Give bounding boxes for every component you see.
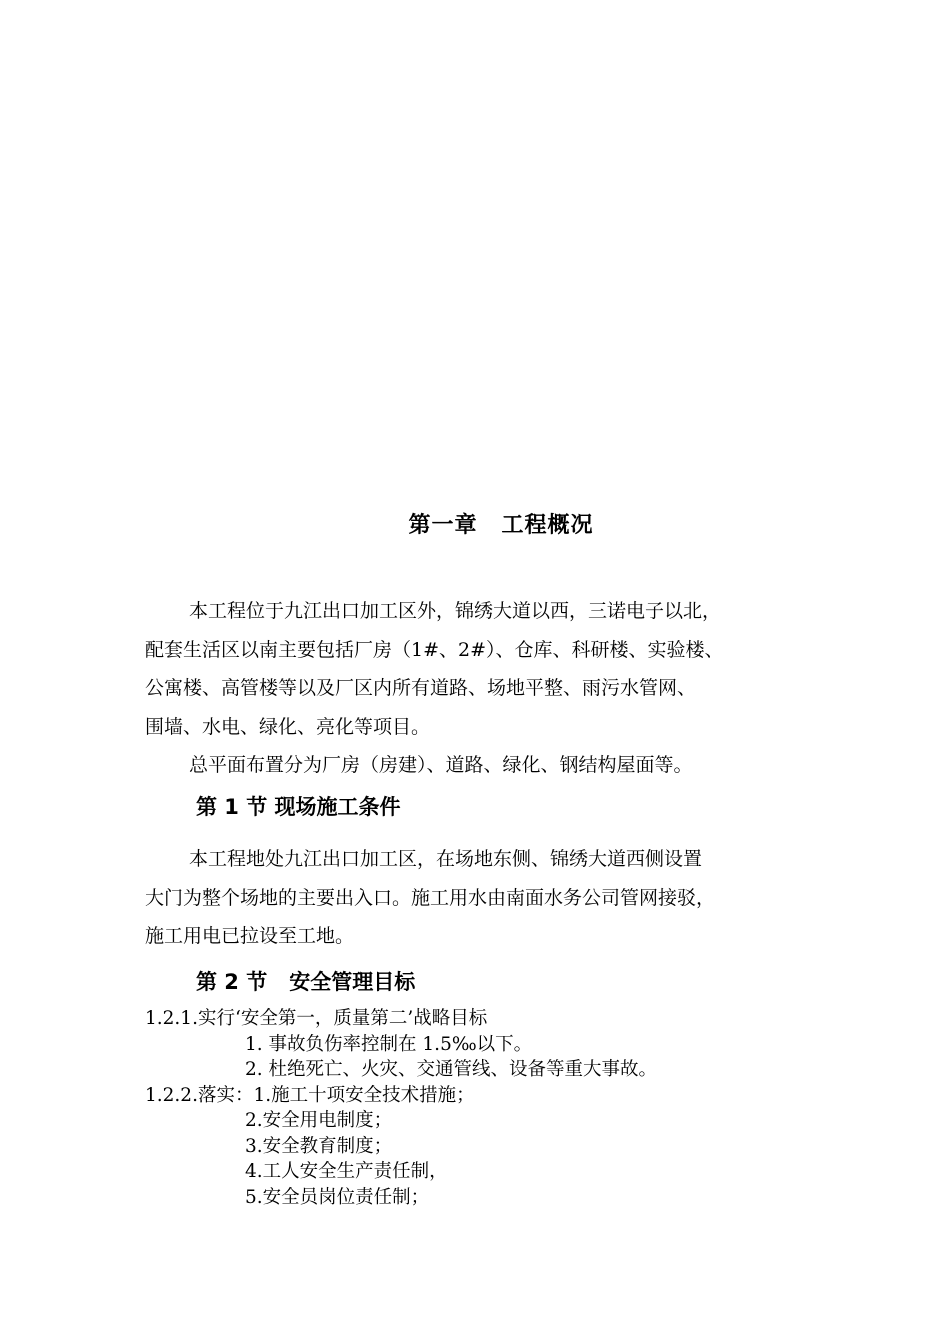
list-item: 1.2.1.实行‘安全第一，质量第二’战略目标 [145,1008,488,1029]
list-item: 1. 事故负伤率控制在 1.5‰以下。 [245,1033,533,1055]
chapter-title: 工程概况 [501,513,594,538]
chapter-heading [0,508,950,539]
site-conditions-line: 大门为整个场地的主要出入口。施工用水由南面水务公司管网接驳， [145,886,716,909]
list-item: 5.安全员岗位责任制； [245,1186,430,1208]
list-item: 2. 杜绝死亡、火灾、交通管线、设备等重大事故。 [245,1059,658,1080]
list-item: 3.安全教育制度； [245,1135,393,1157]
section2-title: 安全管理目标 [289,970,416,994]
section2-label: 第 2 节 [196,970,268,994]
list-item: 4.工人安全生产责任制， [245,1161,448,1182]
overview-line: 公寓楼、高管楼等以及厂区内所有道路、场地平整、雨污水管网、 [145,677,697,699]
layout-paragraph: 总平面布置分为厂房（房建）、道路、绿化、钢结构屋面等。 [189,754,693,776]
chapter-label: 第一章 [408,513,478,538]
section1-heading: 第 1 节 现场施工条件 [196,795,401,819]
list-item: 1.2.2.落实：1.施工十项安全技术措施； [145,1084,475,1106]
list-item: 2.安全用电制度； [245,1110,393,1131]
section2-heading [196,966,415,996]
site-conditions-line: 施工用电已拉设至工地。 [145,925,355,947]
overview-paragraph [145,592,825,785]
site-conditions-paragraph [145,840,825,956]
overview-line: 围墙、水电、绿化、亮化等项目。 [145,715,431,738]
site-conditions-line: 本工程地处九江出口加工区，在场地东侧、锦绣大道西侧设置 [189,848,703,870]
safety-goals-list [145,1006,657,1210]
overview-line: 本工程位于九江出口加工区外，锦绣大道以西，三诺电子以北， [189,600,722,622]
overview-line: 配套生活区以南主要包括厂房（1#、2#）、仓库、科研楼、实验楼、 [145,638,724,661]
